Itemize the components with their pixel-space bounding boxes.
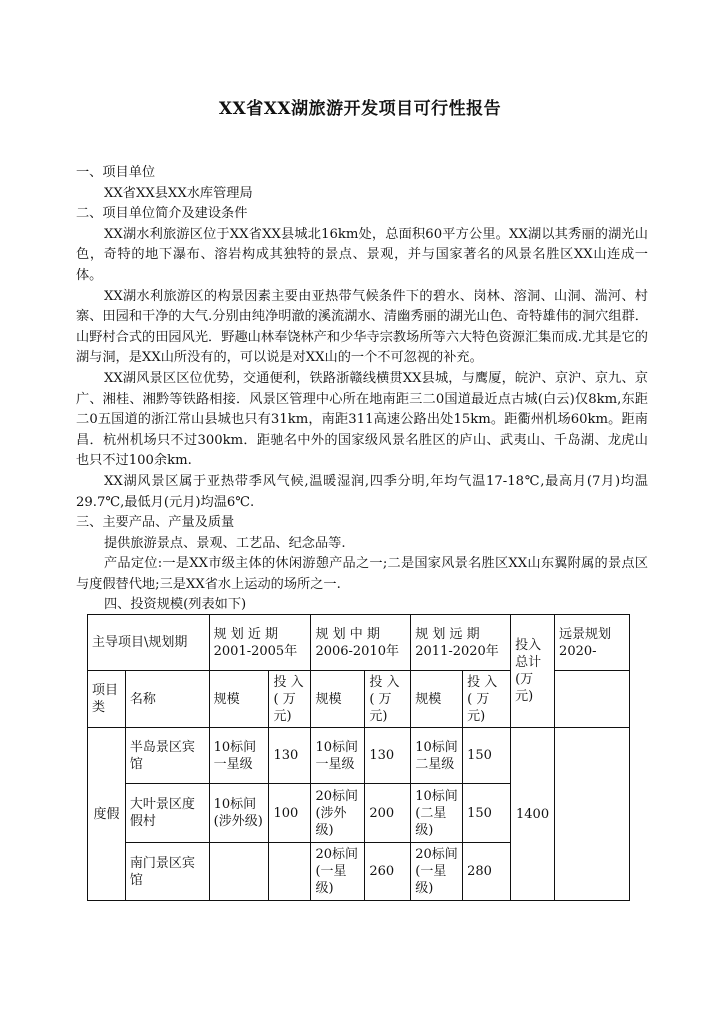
subheader-far-invest: 投 入 ( 万元) bbox=[463, 671, 511, 728]
header-long-term: 规 划 远 期 2011-2020年 bbox=[411, 615, 511, 671]
row-far-invest: 280 bbox=[463, 843, 511, 901]
products-line: 提供旅游景点、景观、工艺品、纪念品等. bbox=[104, 535, 346, 551]
header-near-term: 规 划 近 期 2001-2005年 bbox=[209, 615, 311, 671]
row-far-scale: 20标间(一星级) bbox=[411, 843, 463, 901]
row-far-invest: 150 bbox=[463, 728, 511, 784]
section-heading-unit: 一、项目单位 bbox=[76, 165, 156, 180]
row-far-scale: 10标间二星级 bbox=[411, 728, 463, 784]
row-near-scale bbox=[209, 843, 269, 901]
row-mid-scale: 20标间(涉外级) bbox=[311, 784, 365, 843]
table-header-row bbox=[88, 615, 630, 671]
row-near-invest: 130 bbox=[269, 728, 311, 784]
row-near-invest: 100 bbox=[269, 784, 311, 843]
paragraph-climate: XX湖风景区属于亚热带季风气候,温暖湿润,四季分明,年均气温17-18℃,最高月(7月)均温29.7℃,最低月(元月)均温6℃. bbox=[76, 473, 648, 510]
row-near-scale: 10标间(涉外级) bbox=[209, 784, 269, 843]
subheader-mid-invest: 投 入 ( 万元) bbox=[365, 671, 411, 728]
row-near-scale: 10标间一星级 bbox=[209, 728, 269, 784]
subheader-far-scale: 规模 bbox=[411, 671, 463, 728]
section-heading-intro: 二、项目单位简介及建设条件 bbox=[76, 206, 248, 222]
row-name: 半岛景区宾馆 bbox=[125, 728, 209, 784]
document-body bbox=[76, 163, 648, 616]
total-investment-cell: 1400 bbox=[511, 728, 555, 901]
paragraph-positioning: 产品定位:一是XX市级主体的休闲游憩产品之一;二是国家风景名胜区XX山东翼附属的景点区与度假替代地;三是XX省水上运动的场所之一. bbox=[76, 556, 648, 592]
row-mid-invest: 130 bbox=[365, 728, 411, 784]
category-cell: 度假 bbox=[88, 728, 126, 901]
section-heading-products: 三、主要产品、产量及质量 bbox=[76, 515, 235, 531]
subheader-category: 项目类 bbox=[88, 671, 126, 728]
row-near-invest bbox=[269, 843, 311, 901]
unit-name: XX省XX县XX水库管理局 bbox=[104, 185, 253, 201]
row-name: 大叶景区度假村 bbox=[125, 784, 209, 843]
row-mid-invest: 200 bbox=[365, 784, 411, 843]
row-far-invest: 150 bbox=[463, 784, 511, 843]
subheader-near-scale: 规模 bbox=[209, 671, 269, 728]
subheader-vision bbox=[555, 671, 630, 728]
paragraph-location: XX湖风景区区位优势，交通便利，铁路浙赣线横贯XX县城，与鹰厦，皖沪、京沪、京九、京广、湘桂、湘黔等铁路相接．风景区管理中心所在地南距三二0国道最近点古城(白云)仅8km,东距二0五国道的浙江常山县城也只有31km，南距311高速公路出处15km。距衢州机场60km。距南昌．杭州机场只不过300km．距驰名中外的国家级风景名胜区的庐山、武夷山、千岛湖、龙虎山也只不过100余km. bbox=[76, 370, 648, 469]
header-vision: 远景规划2020- bbox=[555, 615, 630, 671]
subheader-name: 名称 bbox=[125, 671, 209, 728]
row-mid-invest: 260 bbox=[365, 843, 411, 901]
document-title: XX省XX湖旅游开发项目可行性报告 bbox=[218, 99, 502, 119]
vision-cell bbox=[555, 728, 630, 901]
row-far-scale: 10标间(二星级) bbox=[411, 784, 463, 843]
paragraph-scenery: XX湖水利旅游区的构景因素主要由亚热带气候条件下的碧水、岗林、溶洞、山洞、湍河、村寨、田园和干净的大气.分别由纯净明澈的溪流湖水、清幽秀丽的湖光山色、奇特雄伟的洞穴组群．山野村合式的田园风光．野趣山林奉饶林产和少华寺宗教场所等六大特色资源汇集而成.尤其是它的湖与洞，是XX山所没有的，可以说是对XX山的一个不可忽视的补充。 bbox=[76, 288, 648, 366]
subheader-mid-scale: 规模 bbox=[311, 671, 365, 728]
row-name: 南门景区宾馆 bbox=[125, 843, 209, 901]
table-row bbox=[88, 728, 630, 784]
header-total-investment: 投入总计(万元) bbox=[511, 615, 555, 728]
subheader-near-invest: 投 入 ( 万元) bbox=[269, 671, 311, 728]
section-heading-investment: 四、投资规模(列表如下) bbox=[104, 597, 247, 613]
investment-table bbox=[87, 614, 630, 901]
paragraph-overview: XX湖水利旅游区位于XX省XX县城北16km处，总面积60平方公里。XX湖以其秀丽的湖光山色，奇特的地下瀑布、溶岩构成其独特的景点、景观，并与国家著名的风景名胜区XX山连成一体。 bbox=[76, 226, 648, 283]
row-mid-scale: 10标间一星级 bbox=[311, 728, 365, 784]
header-mid-term: 规 划 中 期 2006-2010年 bbox=[311, 615, 411, 671]
header-main-project: 主导项目\规划期 bbox=[88, 615, 210, 671]
row-mid-scale: 20标间(一星级) bbox=[311, 843, 365, 901]
